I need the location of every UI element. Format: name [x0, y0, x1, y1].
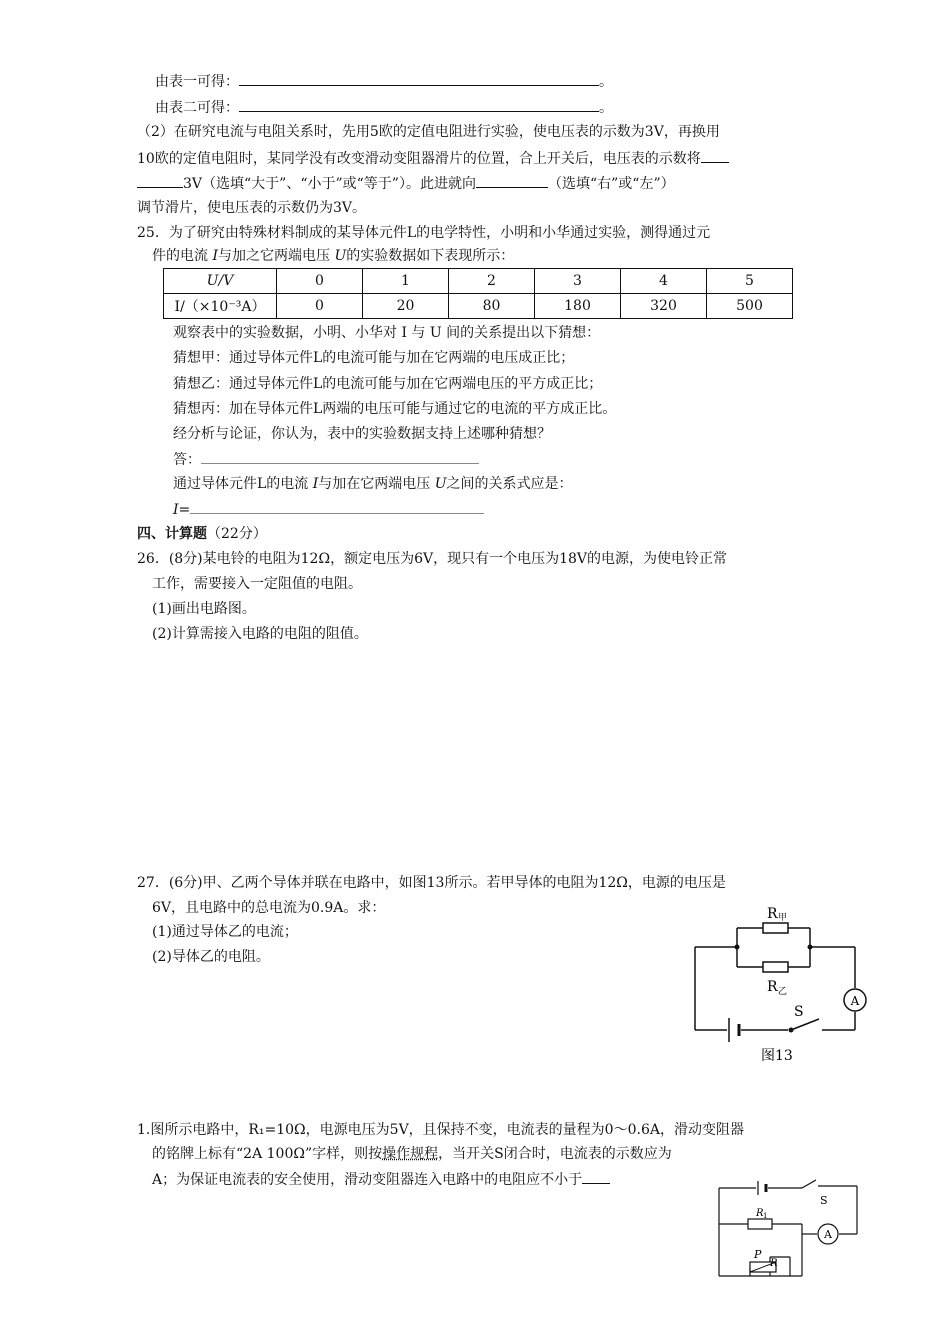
table-cell: 0 — [277, 294, 363, 319]
table1-conclusion — [155, 71, 613, 92]
table-cell: 5 — [707, 269, 793, 294]
figure-caption: 图13 — [761, 1048, 793, 1064]
line-end: 。 — [599, 100, 613, 116]
slider-label-p: P — [754, 1248, 762, 1261]
table-cell: 4 — [621, 269, 707, 294]
q27-line1: 27．(6分)甲、乙两个导体并联在电路中，如图13所示。若甲导体的电阻为12Ω，电源的电压是 — [137, 875, 726, 891]
table-cell: 3 — [535, 269, 621, 294]
answer-blank[interactable] — [239, 71, 599, 86]
text: 的铭牌上标有“2A 100Ω”字样，则按 — [152, 1146, 383, 1162]
q1-circuit-figure — [712, 1172, 872, 1282]
resistor-label-r1: R — [767, 906, 778, 922]
guess-b: 猜想乙：通过导体元件L的电流可能与加在它两端电压的平方成正比； — [173, 376, 603, 392]
table-head: U/V — [164, 269, 277, 294]
text: 3V（选填“大于”、“小于”或“等于”）。此进就向 — [183, 176, 476, 192]
q26-sub2: (2)计算需接入电路的电阻的阻值。 — [152, 626, 368, 642]
answer-blank[interactable] — [582, 1169, 610, 1184]
formula-label: I= — [173, 502, 191, 518]
text: 与加在它两端电压 — [318, 476, 435, 492]
q25-ask: 经分析与论证，你认为，表中的实验数据支持上述哪种猜想？ — [173, 426, 551, 442]
q24-part2-line4: 调节滑片，使电压表的示数仍为3V。 — [137, 200, 367, 216]
q25-line2 — [152, 246, 514, 266]
answer-blank[interactable] — [137, 173, 183, 188]
figure-13-circuit — [685, 900, 885, 1072]
q27-sub2: (2)导体乙的电阻。 — [152, 949, 270, 965]
q24-part2-line1: （2）在研究电流与电阻关系时，先用5欧的定值电阻进行实验，使电压表的示数为3V，再换用 — [137, 124, 720, 140]
var-u: U — [334, 248, 347, 264]
q26-sub1: (1)画出电路图。 — [152, 601, 256, 617]
var-u: U — [434, 476, 447, 492]
text: （选填“右”或“左”） — [547, 176, 675, 192]
q27-sub1: (1)通过导体乙的电流； — [152, 924, 298, 940]
rheostat-label: R — [770, 1258, 778, 1269]
resistor-sub-r1: 1 — [763, 1212, 768, 1220]
q27-line2: 6V，且电路中的总电流为0.9A。求： — [152, 900, 386, 916]
table-cell: 0 — [277, 269, 363, 294]
junction-node — [808, 945, 813, 950]
table-cell: 80 — [449, 294, 535, 319]
resistor-r2 — [763, 962, 788, 972]
iu-data-table — [163, 268, 793, 319]
resistor-sub-r2: 乙 — [778, 987, 788, 997]
section-heading: 四、计算题 — [137, 526, 207, 542]
answer-blank[interactable] — [701, 148, 729, 163]
resistor-r1 — [763, 923, 788, 933]
resistor-r1 — [748, 1219, 772, 1229]
text: 通过导体元件L的电流 — [173, 476, 313, 492]
answer-blank[interactable] — [201, 449, 479, 464]
q26-line2: 工作，需要接入一定阻值的电阻。 — [152, 576, 362, 592]
resistor-label-r1: R — [756, 1208, 764, 1219]
junction-node — [735, 945, 740, 950]
var-i: I — [312, 476, 319, 492]
q25-line1: 25．为了研究由特殊材料制成的某导体元件L的电学特性，小明和小华通过实验，测得通过元 — [137, 225, 711, 241]
line-end: 。 — [599, 74, 613, 90]
ammeter-label: A — [824, 1228, 832, 1241]
text: 10欧的定值电阻时，某同学没有改变滑动变阻器滑片的位置，合上开关后，电压表的示数将 — [137, 151, 701, 167]
answer-blank[interactable] — [239, 97, 599, 112]
text: A；为保证电流表的安全使用，滑动变阻器连入电路中的电阻应不小于 — [152, 1172, 583, 1188]
table-row — [164, 269, 793, 294]
table2-conclusion — [155, 97, 613, 118]
q24-part2-line2 — [137, 148, 729, 169]
resistor-label-r2: R — [767, 979, 778, 995]
table-head: I/（×10⁻³A） — [164, 294, 277, 319]
table-cell: 20 — [363, 294, 449, 319]
table-cell: 1 — [363, 269, 449, 294]
ammeter-label: A — [850, 994, 860, 1008]
switch-label: S — [794, 1004, 804, 1020]
section-title — [137, 524, 267, 544]
text: ，当开关S闭合时，电流表的示数应为 — [438, 1146, 672, 1162]
line-label: 由表二可得： — [155, 100, 239, 116]
line-label: 由表一可得： — [155, 74, 239, 90]
text: 件的电流 — [152, 248, 213, 264]
text: 的实验数据如下表现所示： — [346, 248, 515, 264]
emphasis-text: 操作规程 — [382, 1146, 439, 1162]
table-cell: 180 — [535, 294, 621, 319]
answer-blank[interactable] — [476, 173, 548, 188]
q25-relation — [173, 474, 573, 494]
guess-c: 猜想丙：加在导体元件L两端的电压可能与通过它的电流的平方成正比。 — [173, 401, 617, 417]
guess-a: 猜想甲：通过导体元件L的电流可能与加在它两端的电压成正比； — [173, 350, 575, 366]
q1-line1: 1.图所示电路中，R₁=10Ω，电源电压为5V，且保持不变，电流表的量程为0～0.6A，滑动变阻器 — [137, 1122, 744, 1138]
table-cell: 500 — [707, 294, 793, 319]
q1-line2 — [152, 1144, 672, 1164]
switch-label: S — [820, 1194, 828, 1207]
answer-blank[interactable] — [190, 499, 484, 514]
section-score: （22分） — [207, 526, 267, 542]
table-cell: 2 — [449, 269, 535, 294]
q25-formula-line — [173, 499, 484, 520]
q25-observe: 观察表中的实验数据，小明、小华对 I 与 U 间的关系提出以下猜想： — [173, 325, 601, 341]
text: 之间的关系式应是： — [446, 476, 573, 492]
table-cell: 320 — [621, 294, 707, 319]
resistor-sub-r1: 甲 — [778, 913, 788, 923]
text: 与加之它两端电压 — [217, 248, 335, 264]
q1-line3 — [152, 1169, 610, 1190]
q24-part2-line3 — [137, 173, 675, 194]
var-i: I — [212, 248, 218, 264]
table-row — [164, 294, 793, 319]
q25-answer-line — [173, 449, 479, 470]
answer-label: 答： — [173, 452, 201, 468]
switch-pivot — [789, 1028, 794, 1033]
q26-line1: 26．(8分)某电铃的电阻为12Ω，额定电压为6V，现只有一个电压为18V的电源，为使电铃正常 — [137, 551, 728, 567]
